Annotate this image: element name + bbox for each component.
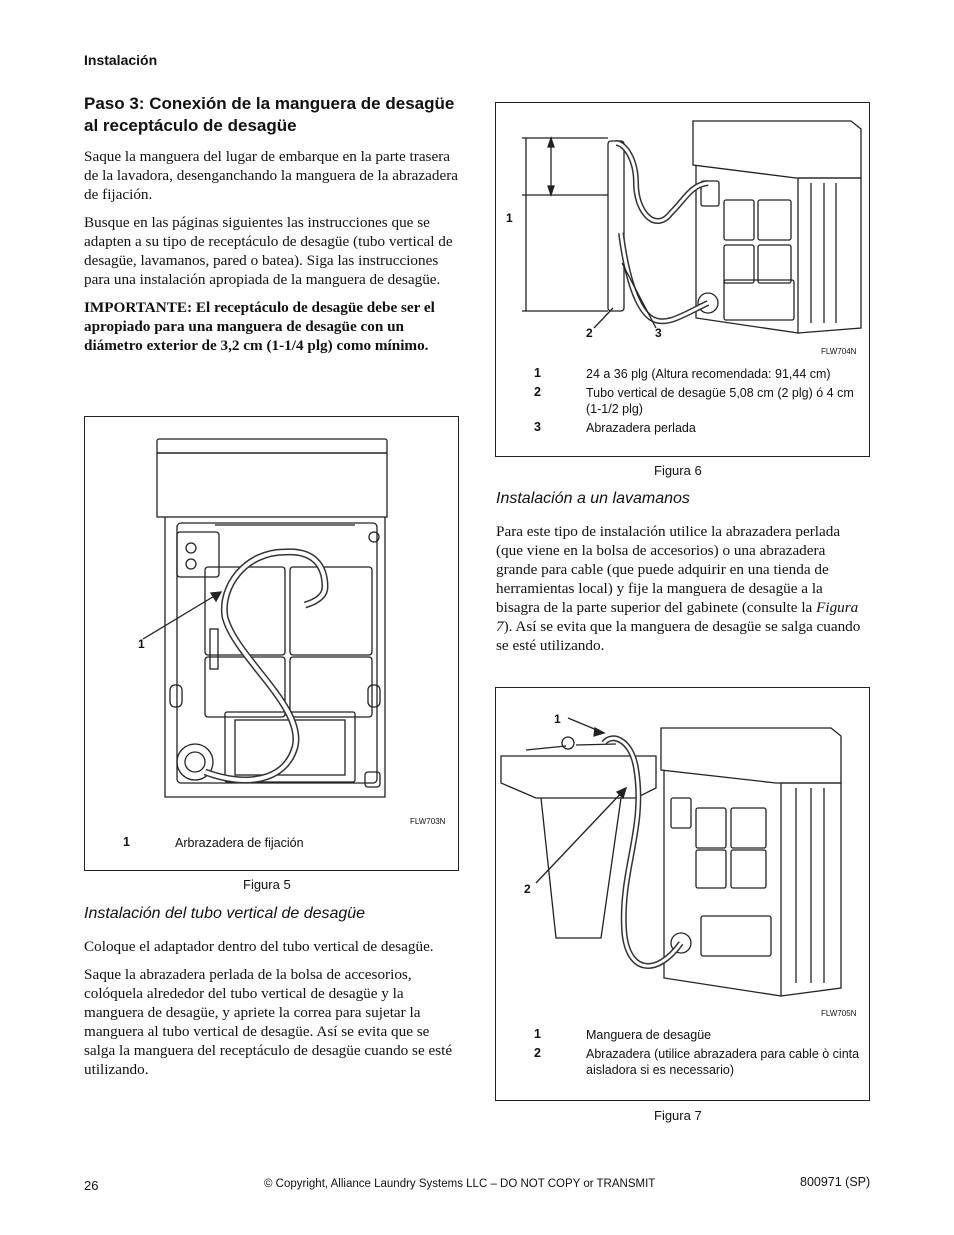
- figure-7-code: FLW705N: [821, 1009, 857, 1018]
- standpipe-body: [84, 937, 459, 1079]
- paragraph: Saque la abrazadera perlada de la bolsa de accesorios, colóquela alrededor del tubo vertical de desagüe y la manguera de desagüe, y apriete la correa para sujetar la manguera al tubo vertical de desagüe. Así se evita que se salga la manguera del receptáculo de desagüe cuando se esté utilizando.: [84, 966, 453, 1078]
- figure-7: [495, 687, 870, 1101]
- page-number: 26: [84, 1178, 99, 1193]
- figure-5-legend-text: Arbrazadera de fijación: [175, 836, 304, 850]
- figure-6-code: FLW704N: [821, 347, 857, 356]
- figure-7-legend-text: Abrazadera (utilice abrazadera para cable ò cinta aisladora si es necessario): [586, 1047, 860, 1077]
- figure-6-legend-num: 1: [534, 366, 541, 380]
- copyright-notice: © Copyright, Alliance Laundry Systems LLC – DO NOT COPY or TRANSMIT: [264, 1178, 656, 1190]
- standpipe-illustration: [496, 103, 869, 363]
- paragraph: Saque la manguera del lugar de embarque en la parte trasera de la lavadora, desenganchando la manguera de la abrazadera de fijación.: [84, 148, 458, 203]
- figure-6-legend-num: 3: [534, 420, 541, 434]
- section-label: Instalación: [84, 52, 158, 68]
- figure-7-callout-1: 1: [554, 712, 561, 726]
- sink-illustration: [496, 688, 869, 1008]
- figure-7-callout-2: 2: [524, 882, 531, 896]
- sink-heading: Instalación a un lavamanos: [496, 490, 690, 507]
- figure-6-legend-num: 2: [534, 385, 541, 399]
- figure-5: [84, 416, 459, 871]
- washer-back-illustration: [85, 417, 458, 817]
- document-number: 800971 (SP): [800, 1175, 871, 1189]
- sink-paragraph: Para este tipo de instalación utilice la abrazadera perlada (que viene en la bolsa de accesorios) o una abrazadera grande para cable (que puede adquirir en una tienda de herramientas local) y fije la manguera de desagüe a la bisagra de la parte superior del gabinete (consulte la Figura 7). Así se evita que la manguera de desagüe se salga cuando se esté utilizando.: [496, 523, 861, 654]
- important-note: IMPORTANTE: El receptáculo de desagüe debe ser el apropiado para una manguera de desagüe con un diámetro exterior de 3,2 cm (1-1/4 plg) como mínimo.: [84, 299, 435, 354]
- figure-7-legend-text: Manguera de desagüe: [586, 1028, 712, 1042]
- standpipe-heading: Instalación del tubo vertical de desagüe: [84, 905, 366, 922]
- figure-6-callout-1: 1: [506, 211, 513, 225]
- figure-6-callout-2: 2: [586, 326, 593, 340]
- figure-6-callout-3: 3: [655, 326, 662, 340]
- figure-5-code: FLW703N: [410, 817, 446, 826]
- figure-7-legend-num: 1: [534, 1027, 541, 1041]
- figure-5-caption: Figura 5: [243, 877, 291, 892]
- step-body: [84, 147, 459, 364]
- figure-5-legend-num: 1: [123, 835, 130, 849]
- paragraph: Coloque el adaptador dentro del tubo vertical de desagüe.: [84, 938, 434, 955]
- figure-5-callout-1: 1: [138, 637, 145, 651]
- figure-6-legend-text: Tubo vertical de desagüe 5,08 cm (2 plg) ó 4 cm (1-1/2 plg): [586, 386, 854, 416]
- figure-7-legend-num: 2: [534, 1046, 541, 1060]
- figure-6-legend-text: 24 a 36 plg (Altura recomendada: 91,44 cm): [586, 367, 831, 381]
- figure-6-legend-text: Abrazadera perlada: [586, 421, 696, 435]
- figure-6-caption: Figura 6: [654, 463, 702, 478]
- figure-7-reference[interactable]: Figura 7: [496, 599, 859, 635]
- step-title: Paso 3: Conexión de la manguera de desagüe al receptáculo de desagüe: [84, 94, 455, 135]
- paragraph: Busque en las páginas siguientes las instrucciones que se adapten a su tipo de receptáculo de desagüe (tubo vertical de desagüe, lavamanos, pared o batea). Siga las instrucciones para una instalación apropiada de la manguera de desagüe.: [84, 214, 453, 288]
- figure-7-caption: Figura 7: [654, 1108, 702, 1123]
- figure-6: [495, 102, 870, 457]
